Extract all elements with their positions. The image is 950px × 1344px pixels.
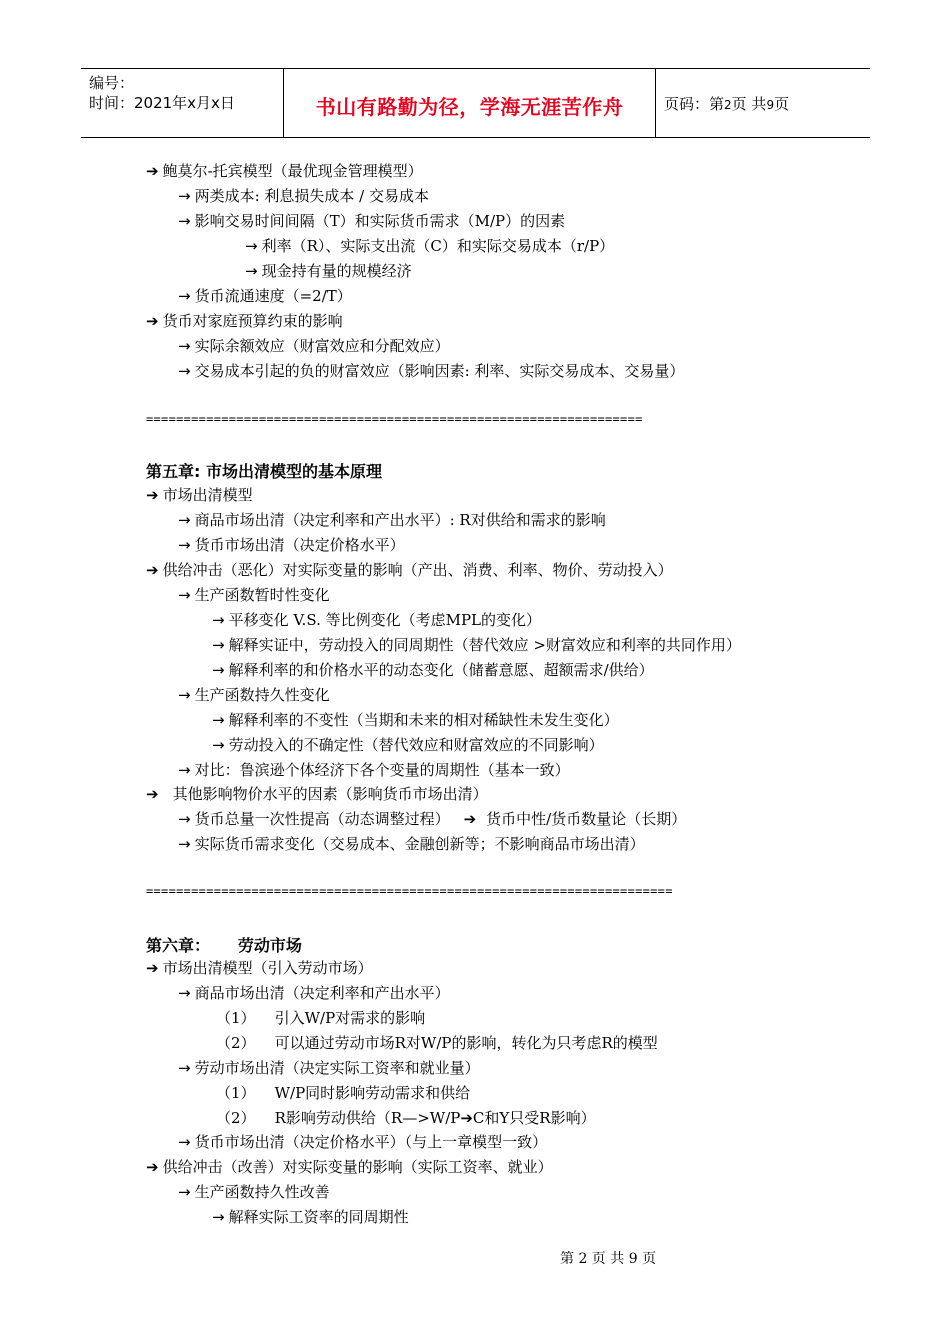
arrow-icon: → [178,1059,191,1077]
arrow-icon: → [212,1208,225,1226]
outline-item: ➔ 供给冲击（改善）对实际变量的影响（实际工资率、就业） [146,1158,553,1176]
outline-item: ➔ 供给冲击（恶化）对实际变量的影响（产出、消费、利率、物价、劳动投入） [146,561,673,579]
header-page-number [664,93,789,114]
outline-item: → 生产函数暂时性变化 [178,586,330,604]
outline-item: （1） W/P同时影响劳动需求和供给 [216,1084,471,1102]
arrow-icon: → [178,287,191,305]
arrow-icon: → [178,835,191,853]
arrow-icon: ➔ [146,312,159,330]
arrow-icon: ➔ [146,561,159,579]
outline-item: → 货币市场出清（决定价格水平）（与上一章模型一致） [178,1133,548,1151]
page-end: 页 [774,95,790,113]
outline-item: ➔ 鲍莫尔-托宾模型（最优现金管理模型） [146,162,423,180]
arrow-icon: → [212,661,225,679]
arrow-icon: → [178,1183,191,1201]
time-label: 时间：2021年x月x日 [89,94,235,112]
page-label: 页码：第 [664,95,725,113]
outline-item: ➔ 货币对家庭预算约束的影响 [146,312,343,330]
outline-item: （2） R影响劳动供给（R—>W/P➔C和Y只受R影响） [216,1109,596,1127]
header-left [89,73,235,113]
arrow-icon: → [178,1133,191,1151]
header-divider-right [655,69,656,137]
arrow-icon: → [178,810,191,828]
outline-item: → 现金持有量的规模经济 [245,262,412,280]
outline-item: ➔ 市场出清模型 [146,486,253,504]
arrow-icon: → [178,536,191,554]
arrow-icon: → [178,686,191,704]
arrow-icon: ➔ [146,1158,159,1176]
arrow-icon: → [245,237,258,255]
outline-item: → 影响交易时间间隔（T）和实际货币需求（M/P）的因素 [178,212,566,230]
arrow-icon: → [178,212,191,230]
arrow-icon: ➔ [146,785,159,803]
outline-item: → 劳动投入的不确定性（替代效应和财富效应的不同影响） [212,736,604,754]
arrow-icon: → [178,362,191,380]
arrow-icon: → [212,636,225,654]
arrow-icon: ➔ [463,810,477,828]
separator-line: ====================================================================== [146,884,673,898]
arrow-icon: → [212,611,225,629]
outline-item: → 商品市场出清（决定利率和产出水平） [178,984,450,1002]
code-label: 编号： [89,74,135,92]
arrow-icon: ➔ [146,959,159,977]
outline-item: → 解释实证中，劳动投入的同周期性（替代效应 >财富效应和利率的共同作用） [212,636,741,654]
outline-item: ➔ 其他影响物价水平的因素（影响货币市场出清） [146,785,488,803]
outline-item: → 商品市场出清（决定利率和产出水平）: R对供给和需求的影响 [178,511,606,529]
page-mid: 页 共 [731,95,767,113]
outline-item: → 实际货币需求变化（交易成本、金融创新等；不影响商品市场出清） [178,835,645,853]
page-total: 9 [766,98,775,112]
outline-item: → 对比：鲁滨逊个体经济下各个变量的周期性（基本一致） [178,761,570,779]
outline-item: ➔ 市场出清模型（引入劳动市场） [146,959,373,977]
outline-item: → 生产函数持久性变化 [178,686,330,704]
page-header [81,68,870,138]
outline-item: → 两类成本: 利息损失成本 / 交易成本 [178,187,429,205]
arrow-icon: → [178,187,191,205]
outline-item: （1） 引入W/P对需求的影响 [216,1009,426,1027]
outline-item: → 实际余额效应（财富效应和分配效应） [178,337,450,355]
arrow-icon: ➔ [146,162,159,180]
outline-item: → 平移变化 V.S. 等比例变化（考虑MPL的变化） [212,611,542,629]
header-motto: 书山有路勤为径，学海无涯苦作舟 [315,95,624,119]
page-num: 2 [724,98,732,112]
arrow-icon: → [245,262,258,280]
outline-item: → 交易成本引起的负的财富效应（影响因素: 利率、实际交易成本、交易量） [178,362,685,380]
outline-item: → 解释利率的不变性（当期和未来的相对稀缺性未发生变化） [212,711,619,729]
arrow-icon: → [178,586,191,604]
chapter-title: 第六章： 劳动市场 [146,936,302,955]
arrow-icon: ➔ [460,1109,473,1127]
outline-item: （2） 可以通过劳动市场R对W/P的影响，转化为只考虑R的模型 [216,1034,658,1052]
outline-item: → 利率（R）、实际支出流（C）和实际交易成本（r/P） [245,237,615,255]
arrow-icon: → [178,761,191,779]
outline-item: → 生产函数持久性改善 [178,1183,330,1201]
arrow-icon: → [212,711,225,729]
page-footer: 第 2 页 共 9 页 [560,1251,657,1267]
outline-item: → 劳动市场出清（决定实际工资率和就业量） [178,1059,480,1077]
arrow-icon: → [178,511,191,529]
outline-item: → 解释利率的和价格水平的动态变化（储蓄意愿、超额需求/供给） [212,661,654,679]
outline-item: → 解释实际工资率的同周期性 [212,1208,409,1226]
arrow-icon: → [212,736,225,754]
arrow-icon: → [178,337,191,355]
outline-item: → 货币流通速度（=2/T） [178,287,352,305]
separator-line: ================================================================== [146,412,643,426]
outline-item: → 货币市场出清（决定价格水平） [178,536,405,554]
chapter-title: 第五章: 市场出清模型的基本原理 [146,462,382,481]
arrow-icon: ➔ [146,486,159,504]
outline-item: → 货币总量一次性提高（动态调整过程） ➔ 货币中性/货币数量论（长期） [178,810,687,828]
arrow-icon: → [178,984,191,1002]
